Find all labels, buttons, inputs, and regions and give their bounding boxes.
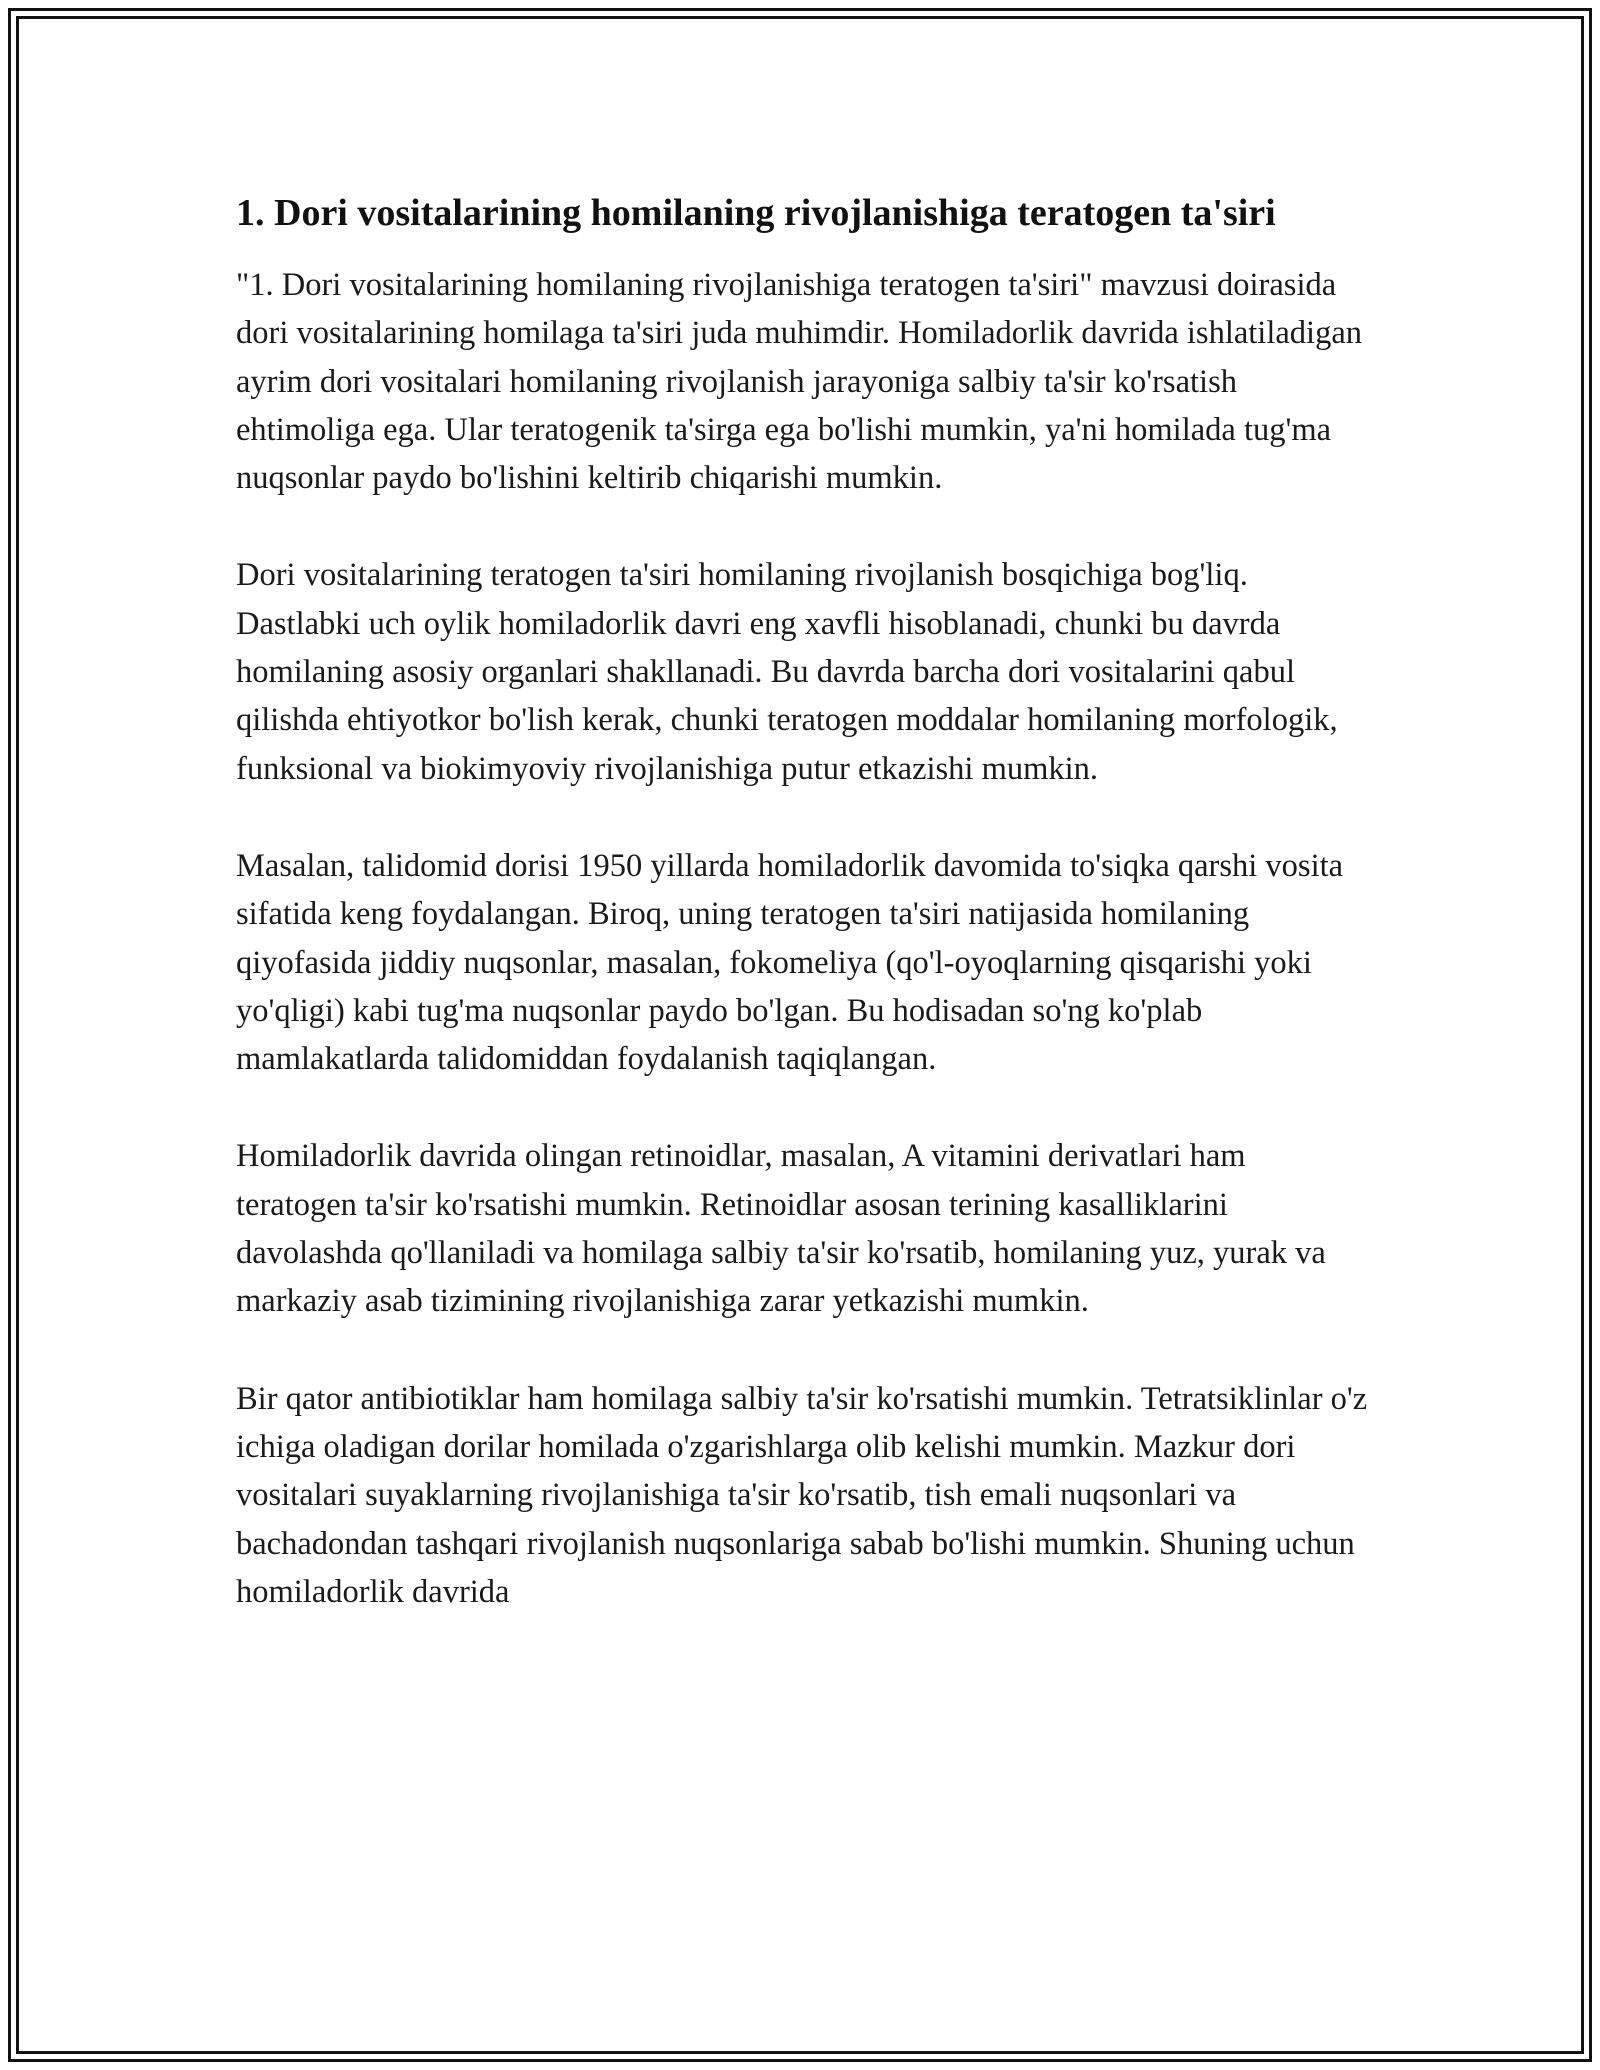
document-body — [236, 185, 1371, 1665]
paragraph-1: "1. Dori vositalarining homilaning rivojlanishiga teratogen ta'siri" mavzusi doirasida dori vositalarining homilaga ta'siri juda muhimdir. Homiladorlik davrida ishlatiladigan ayrim dori vositalari homilaning rivojlanish jarayoniga salbiy ta'sir ko'rsatish ehtimoliga ega. Ular teratogenik ta'sirga ega bo'lishi mumkin, ya'ni homilada tug'ma nuqsonlar paydo bo'lishini keltirib chiqarishi mumkin. — [236, 267, 1362, 497]
paragraph-3: Masalan, talidomid dorisi 1950 yillarda homiladorlik davomida to'siqka qarshi vosita sifatida keng foydalangan. Biroq, uning teratogen ta'siri natijasida homilaning qiyofasida jiddiy nuqsonlar, masalan, fokomeliya (qo'l-oyoqlarning qisqarishi yoki yo'qligi) kabi tug'ma nuqsonlar paydo bo'lgan. Bu hodisadan so'ng ko'plab mamlakatlarda talidomiddan foydalanish taqiqlangan. — [236, 847, 1344, 1078]
paragraph-2: Dori vositalarining teratogen ta'siri homilaning rivojlanish bosqichiga bog'liq. Dastlabki uch oylik homiladorlik davri eng xavfli hisoblanadi, chunki bu davrda homilaning asosiy organlari shakllanadi. Bu davrda barcha dori vositalarini qabul qilishda ehtiyotkor bo'lish kerak, chunki teratogen moddalar homilaning morfologik, funksional va biokimyoviy rivojlanishiga putur etkazishi mumkin. — [236, 557, 1338, 787]
paragraph-5: Bir qator antibiotiklar ham homilaga salbiy ta'sir ko'rsatishi mumkin. Tetratsiklinlar o'z ichiga oladigan dorilar homilada o'zgarishlarga olib kelishi mumkin. Mazkur dori vositalari suyaklarning rivojlanishiga ta'sir ko'rsatib, tish emali nuqsonlari va bachadondan tashqari rivojlanish nuqsonlariga sabab bo'lishi mumkin. Shuning uchun homiladorlik davrida — [236, 1380, 1368, 1610]
paragraph-4: Homiladorlik davrida olingan retinoidlar, masalan, A vitamini derivatlari ham teratogen ta'sir ko'rsatishi mumkin. Retinoidlar asosan terining kasalliklarini davolashda qo'llaniladi va homilaga salbiy ta'sir ko'rsatib, homilaning yuz, yurak va markaziy asab tizimining rivojlanishiga zarar yetkazishi mumkin. — [236, 1138, 1326, 1320]
document-title: 1. Dori vositalarining homilaning rivojlanishiga teratogen ta'siri — [236, 192, 1276, 234]
